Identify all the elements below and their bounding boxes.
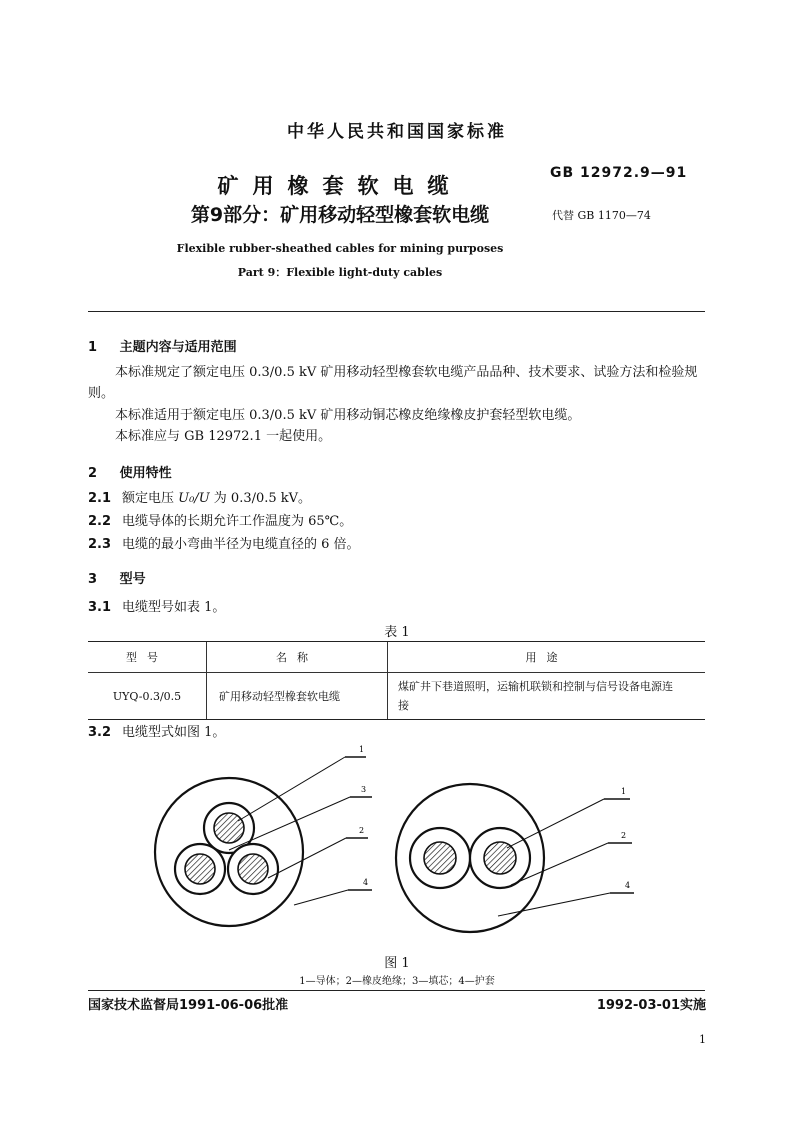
left-leader-2 [268, 838, 346, 878]
clause-2-1-pre: 额定电压 [122, 491, 179, 506]
header-name: 名称 [207, 642, 388, 673]
left-label-1: 1 [359, 745, 365, 754]
section-3-title: 型号 [119, 572, 146, 587]
header-model: 型号 [88, 642, 207, 673]
right-label-4: 4 [625, 881, 631, 890]
right-label-2: 2 [621, 831, 627, 840]
right-label-1: 1 [621, 787, 627, 796]
cell-name: 矿用移动轻型橡套软电缆 [207, 673, 388, 720]
clause-2-2-number: 2.2 [88, 514, 112, 529]
document-title: 矿用橡套软电缆 [217, 174, 463, 198]
left-conductor-bottom-left [185, 854, 215, 884]
left-leader-4 [294, 890, 348, 905]
section-1-paragraph-3: 本标准应与 GB 12972.1 一起使用。 [115, 429, 332, 444]
clause-3-1-number: 3.1 [88, 600, 112, 615]
english-title-line2: Part 9：Flexible light-duty cables [237, 266, 443, 279]
clause-3-2-text: 电缆型式如图 1。 [122, 725, 226, 740]
section-2-title: 使用特性 [119, 466, 172, 481]
cell-use-line-1: 煤矿井下巷道照明，运输机联锁和控制与信号设备电源连 [398, 680, 673, 693]
left-conductor-bottom-right [238, 854, 268, 884]
figure-caption: 图 1 [384, 956, 410, 971]
left-label-4: 4 [363, 878, 369, 887]
two-core-cable-diagram [396, 784, 634, 932]
clause-2-2-text: 电缆导体的长期允许工作温度为 65℃。 [122, 514, 353, 529]
effective-date: 1992-03-01实施 [596, 998, 706, 1013]
standard-number: GB 12972.9—91 [550, 165, 688, 181]
clause-3-2-number: 3.2 [88, 725, 112, 740]
right-conductor-right [484, 842, 516, 874]
figure-legend: 1—导体；2—橡皮绝缘；3—填芯；4—护套 [299, 976, 495, 987]
section-1-paragraph-2: 本标准适用于额定电压 0.3/0.5 kV 矿用移动铜芯橡皮绝缘橡皮护套轻型软电缆。 [115, 408, 581, 423]
cell-use-line-2: 接 [398, 699, 409, 712]
section-2-number: 2 [88, 466, 98, 481]
table-caption: 表 1 [384, 625, 410, 640]
section-1-number: 1 [88, 340, 98, 355]
section-1-paragraph-1: 本标准规定了额定电压 0.3/0.5 kV 矿用移动轻型橡套软电缆产品品种、技术要求、试验方法和检验规则。 [88, 365, 698, 401]
left-label-2: 2 [359, 826, 365, 835]
right-leader-4 [498, 893, 610, 916]
clause-2-3-number: 2.3 [88, 537, 112, 552]
left-conductor-top [214, 813, 244, 843]
clause-2-3-text: 电缆的最小弯曲半径为电缆直径的 6 倍。 [122, 537, 360, 552]
header-use: 用途 [388, 642, 706, 673]
section-1-title: 主题内容与适用范围 [119, 340, 237, 355]
three-core-cable-diagram [155, 745, 372, 926]
left-label-3: 3 [361, 785, 367, 794]
country-standard-heading: 中华人民共和国国家标准 [287, 122, 507, 142]
clause-2-1-post: 为 0.3/0.5 kV。 [209, 491, 312, 506]
page-number: 1 [699, 1033, 706, 1046]
clause-3-1-text: 电缆型号如表 1。 [122, 600, 226, 615]
section-3-number: 3 [88, 572, 98, 587]
right-conductor-left [424, 842, 456, 874]
document-subtitle: 第9部分：矿用移动轻型橡套软电缆 [190, 204, 490, 226]
rated-voltage-symbol: U₀/U [178, 491, 210, 506]
english-title-line1: Flexible rubber-sheathed cables for mining purposes [176, 242, 504, 255]
cell-model: UYQ-0.3/0.5 [88, 673, 207, 720]
replaces-note: 代替 GB 1170—74 [552, 209, 651, 222]
approval-note: 国家技术监督局1991-06-06批准 [88, 998, 289, 1013]
footer-divider [88, 990, 705, 991]
clause-2-1-number: 2.1 [88, 491, 112, 506]
